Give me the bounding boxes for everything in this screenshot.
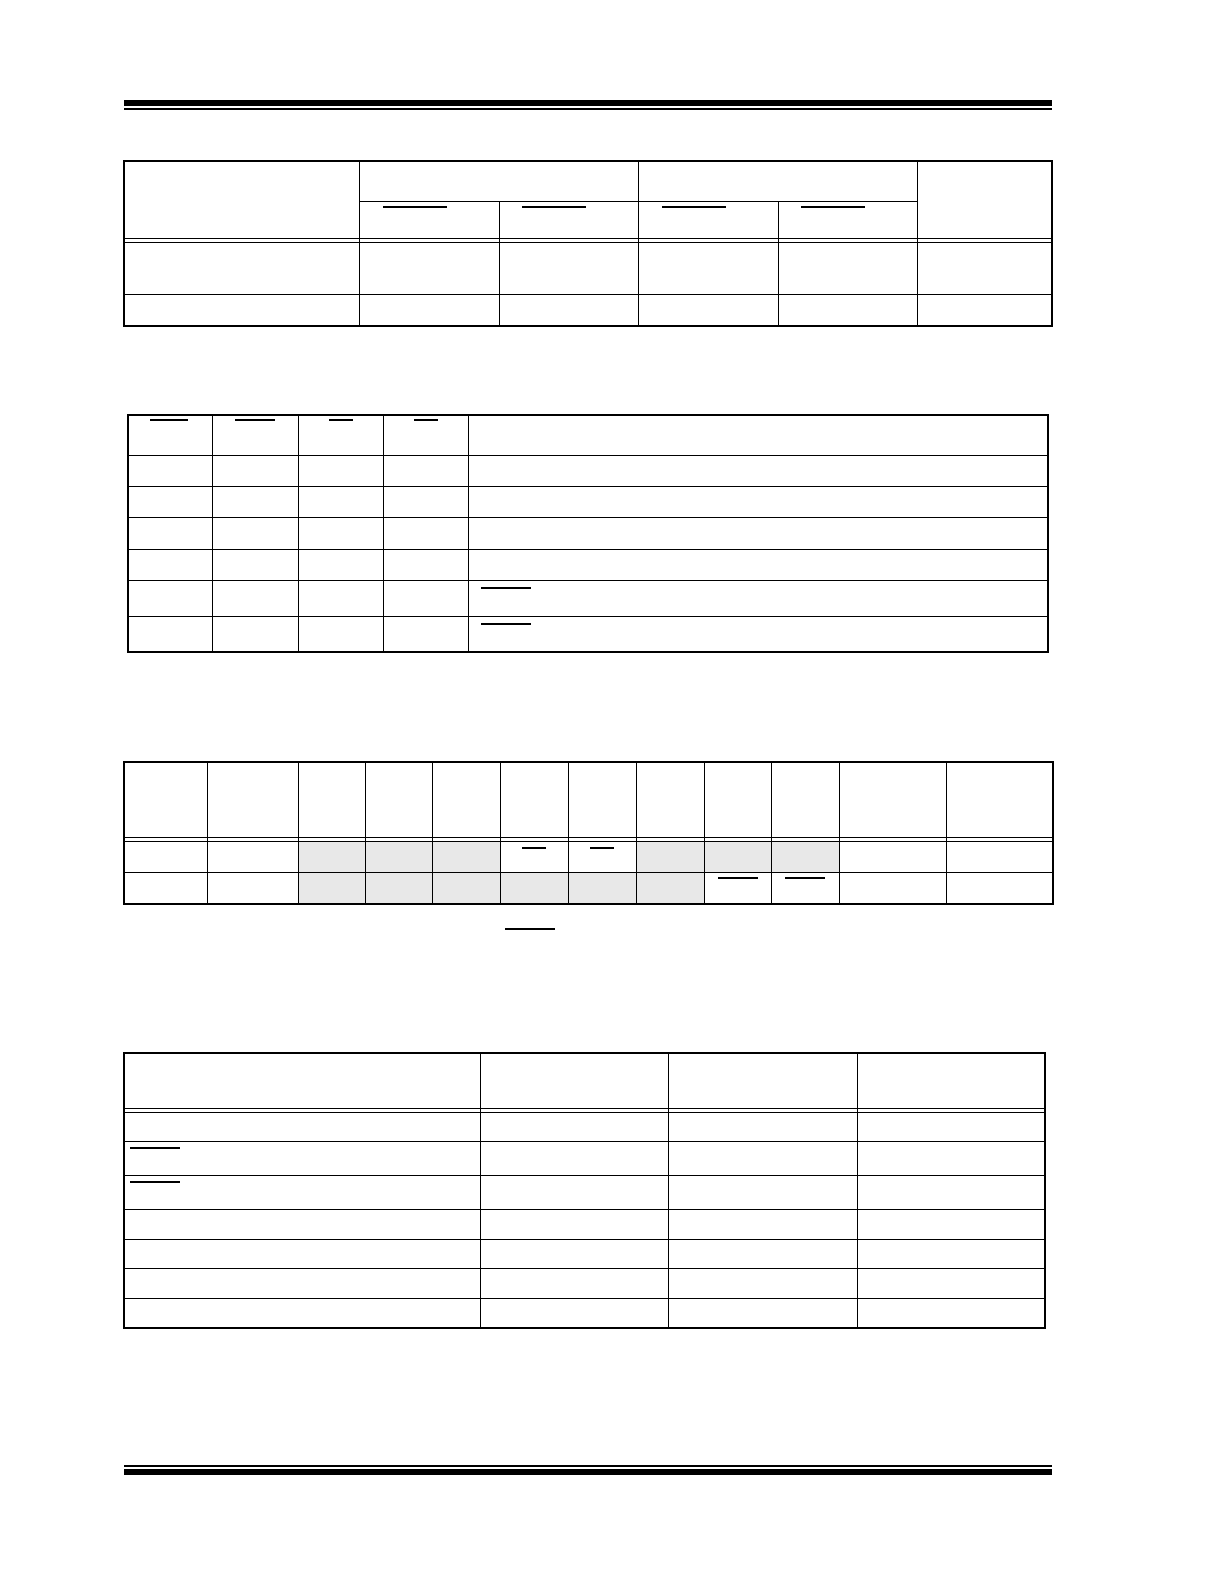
table-4-header-rule-b xyxy=(124,1112,1045,1113)
table-3-overline xyxy=(785,877,825,879)
table-2-frame xyxy=(127,414,1049,653)
table-2-overline xyxy=(481,623,531,625)
table-1-col-line xyxy=(778,201,779,326)
table-3-col-line xyxy=(771,762,772,904)
table-4-row-line xyxy=(124,1209,1045,1210)
table-1-overline xyxy=(383,206,447,208)
footer-rule-thin xyxy=(124,1465,1052,1467)
table-2-col-line xyxy=(212,415,213,652)
table-3-col-line xyxy=(365,762,366,904)
table-4-overline xyxy=(130,1181,180,1183)
table-1-frame xyxy=(123,160,1053,327)
table-3-overline xyxy=(590,847,614,849)
table-1-header-rule-b xyxy=(124,242,1052,243)
table-3-overline xyxy=(522,847,546,849)
table-4-row-line xyxy=(124,1175,1045,1176)
table-3-col-line xyxy=(839,762,840,904)
table-2-col-line xyxy=(468,415,469,652)
table-2-overline xyxy=(481,587,531,589)
table-4-overline xyxy=(130,1147,180,1149)
table-1-col-line xyxy=(499,201,500,326)
table-1-col-line xyxy=(638,161,639,326)
table-1-row-line xyxy=(124,294,1052,295)
header-rule-thin xyxy=(124,108,1052,110)
table-4-col-line xyxy=(480,1053,481,1328)
table-1-overline xyxy=(522,206,586,208)
table-3-col-line xyxy=(207,762,208,904)
table-3-col-line xyxy=(946,762,947,904)
table-2-row-line xyxy=(128,517,1048,518)
table-4-col-line xyxy=(668,1053,669,1328)
table-3-col-line xyxy=(432,762,433,904)
table-1-overline xyxy=(801,206,865,208)
table-2-overline xyxy=(235,419,275,421)
table-2-row-line xyxy=(128,616,1048,617)
table-2-overline xyxy=(414,419,438,421)
table-3-col-line xyxy=(298,762,299,904)
table-2-header-line xyxy=(128,455,1048,456)
table-1-header-rule-a xyxy=(124,238,1052,239)
table-3-row-line xyxy=(124,872,1053,873)
table-4-row-line xyxy=(124,1268,1045,1269)
table-2-row-line xyxy=(128,580,1048,581)
table-2-row-line xyxy=(128,549,1048,550)
table-3-col-line xyxy=(500,762,501,904)
header-rule-thick xyxy=(124,100,1052,106)
table-3-col-line xyxy=(636,762,637,904)
table-4-row-line xyxy=(124,1239,1045,1240)
table-3-overline xyxy=(718,877,758,879)
table-3-col-line xyxy=(704,762,705,904)
table-1-col-line xyxy=(917,161,918,326)
table-1-col-line xyxy=(359,161,360,326)
table-3-col-line xyxy=(568,762,569,904)
table-4-col-line xyxy=(857,1053,858,1328)
table-4-row-line xyxy=(124,1298,1045,1299)
table-4-frame xyxy=(123,1052,1046,1329)
table-3-header-rule-b xyxy=(124,841,1053,842)
table-3-header-rule-a xyxy=(124,837,1053,838)
table-4-header-rule-a xyxy=(124,1108,1045,1109)
footer-rule-thick xyxy=(124,1469,1052,1475)
table-4-row-line xyxy=(124,1141,1045,1142)
table-3-note-overline xyxy=(505,928,555,930)
table-2-overline xyxy=(150,419,188,421)
table-1-overline xyxy=(662,206,726,208)
table-2-row-line xyxy=(128,486,1048,487)
table-2-col-line xyxy=(298,415,299,652)
table-3-frame xyxy=(123,761,1054,905)
table-2-overline xyxy=(329,419,353,421)
table-2-col-line xyxy=(383,415,384,652)
